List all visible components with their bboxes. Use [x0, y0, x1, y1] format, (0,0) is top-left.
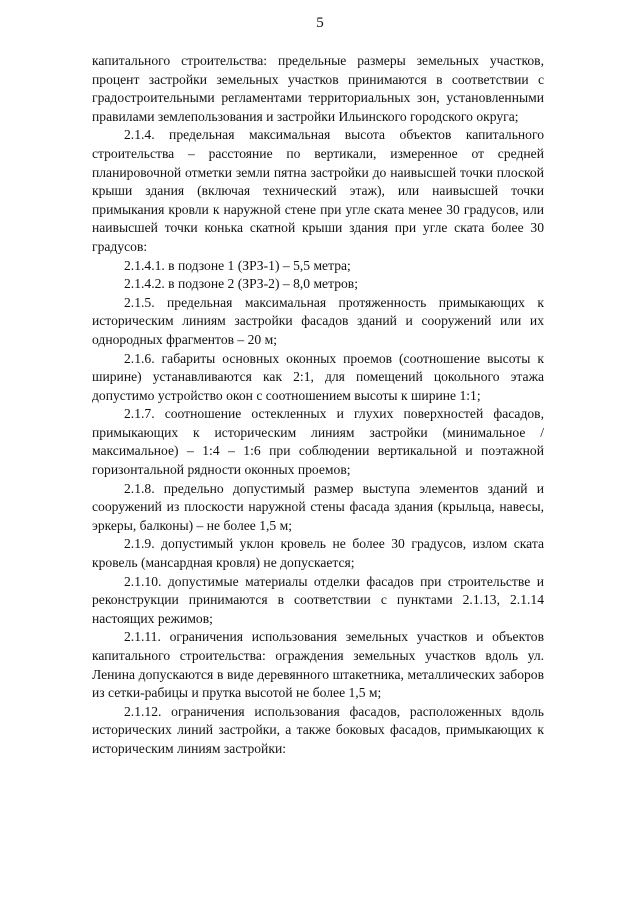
paragraph-2-1-5: 2.1.5. предельная максимальная протяженность примыкающих к историческим линиям застройки фасадов зданий и сооружений или их однородных фрагментов – 20 м;: [92, 294, 544, 347]
paragraph-2-1-7: 2.1.7. соотношение остекленных и глухих поверхностей фасадов, примыкающих к историческим линиям застройки (минимальное / максимальное) – 1:4 – 1:6 при соблюдении вертикальной и поэтажной горизонтальной рядности оконных проемов;: [92, 406, 544, 478]
paragraph-2-1-4: 2.1.4. предельная максимальная высота объектов капитального строительства – расстояние по вертикали, измеренное от средней планировочной отметки земли пятна застройки до наивысшей точки плоской крыши здания (включая технический этаж), или наивысшей точки примыкания кровли к наружной стене при угле ската менее 30 градусов, или наивысшей точки конька скатной крыши здания при угле ската более 30 градусов:: [92, 127, 544, 254]
paragraph-2-1-11: 2.1.11. ограничения использования земельных участков и объектов капитального строительства: ограждения земельных участков вдоль ул. Ленина допускаются в виде деревянного штакетника, металлических заборов из сетки-рабицы и прутка высотой не более 1,5 м;: [92, 629, 544, 701]
page-number: 5: [316, 15, 324, 31]
paragraph-continuation: капитального строительства: предельные размеры земельных участков, процент застройки земельных участков принимаются в соответствии с градостроительными регламентами территориальных зон, установленными правилами землепользования и застройки Ильинского городского округа;: [92, 53, 544, 124]
paragraph-2-1-10: 2.1.10. допустимые материалы отделки фасадов при строительстве и реконструкции принимаются в соответствии с пунктами 2.1.13, 2.1.14 настоящих режимов;: [92, 573, 544, 626]
paragraph-2-1-12: 2.1.12. ограничения использования фасадов, расположенных вдоль исторических линий застройки, а также боковых фасадов, примыкающих к историческим линиям застройки:: [92, 703, 544, 756]
paragraph-2-1-4-1: 2.1.4.1. в подзоне 1 (ЗРЗ-1) – 5,5 метра;: [124, 257, 351, 273]
paragraph-2-1-9: 2.1.9. допустимый уклон кровель не более 30 градусов, излом ската кровель (мансардная кровля) не допускается;: [92, 536, 544, 571]
document-body: [92, 52, 544, 759]
paragraph-2-1-4-2: 2.1.4.2. в подзоне 2 (ЗРЗ-2) – 8,0 метров;: [124, 276, 358, 292]
paragraph-2-1-8: 2.1.8. предельно допустимый размер выступа элементов зданий и сооружений из плоскости наружной стены фасада здания (крыльца, навесы, эркеры, балконы) – не более 1,5 м;: [92, 480, 544, 533]
paragraph-2-1-6: 2.1.6. габариты основных оконных проемов (соотношение высоты к ширине) устанавливаются как 2:1, для помещений цокольного этажа допустимо устройство окон с соотношением высоты к ширине 1:1;: [92, 350, 544, 403]
